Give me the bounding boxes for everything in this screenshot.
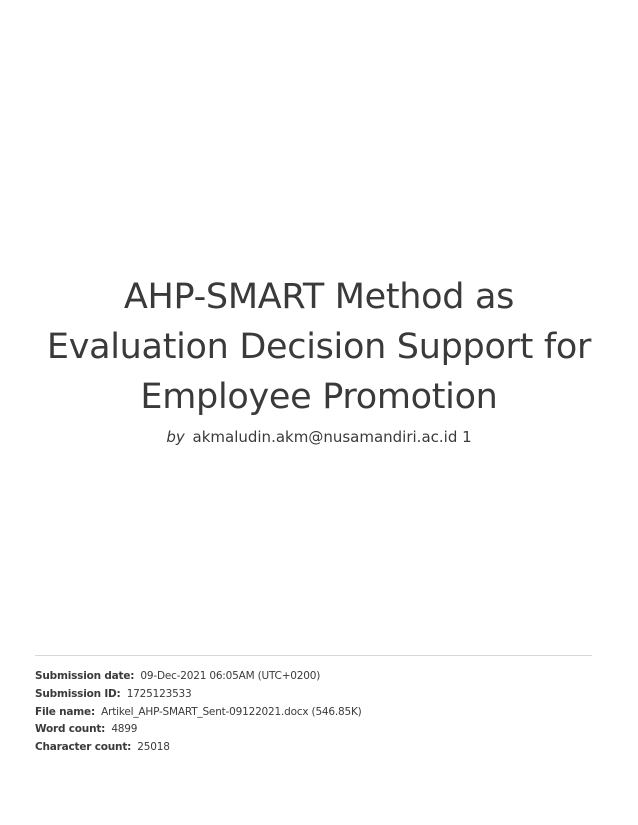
submission-id-value: 1725123533 [126,687,192,700]
author-prefix: by [166,428,185,446]
title-line-3: Employee Promotion [140,377,498,417]
submission-info [35,668,362,757]
submission-id-label: Submission ID: [35,687,121,700]
title-line-2: Evaluation Decision Support for [46,327,592,367]
character-count-row [35,739,362,757]
title-line-1: AHP-SMART Method as [123,277,515,317]
word-count-label: Word count: [35,723,106,736]
word-count-row [35,721,362,739]
title-block [20,272,618,446]
divider [35,655,592,656]
character-count-label: Character count: [35,741,132,754]
submission-id-row [35,686,362,704]
file-name-row [35,704,362,722]
file-name-label: File name: [35,705,95,718]
submission-date-row [35,668,362,686]
document-title [20,272,618,422]
submission-date-value: 09-Dec-2021 06:05AM (UTC+0200) [140,670,321,682]
author-name: akmaludin.akm@nusamandiri.ac.id 1 [192,428,472,446]
word-count-value: 4899 [111,723,138,736]
file-name-value: Artikel_AHP-SMART_Sent-09122021.docx (546.85K) [101,705,362,718]
character-count-value: 25018 [137,741,170,754]
author-line [20,428,618,446]
submission-date-label: Submission date: [35,670,135,682]
